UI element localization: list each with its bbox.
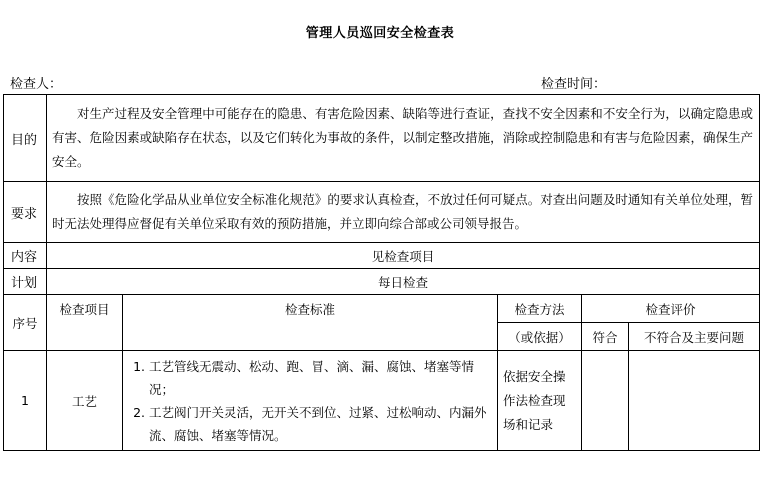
purpose-label: 目的	[4, 95, 47, 182]
col-header-item: 检查项目	[47, 295, 123, 351]
content-row	[4, 243, 760, 269]
plan-value: 每日检查	[47, 269, 760, 295]
col-header-conform: 符合	[582, 323, 629, 351]
row-item: 工艺	[47, 351, 123, 451]
requirement-row	[4, 182, 760, 243]
purpose-text: 对生产过程及安全管理中可能存在的隐患、有害危险因素、缺陷等进行查证，查找不安全因素和不安全行为，以确定隐患或有害、危险因素或缺陷存在状态，以及它们转化为事故的条件，以制定整改措施，消除或控制隐患和有害与危险因素，确保生产安全。	[47, 95, 760, 182]
col-header-method-basis: （或依据）	[498, 323, 582, 351]
content-value: 见检查项目	[47, 243, 760, 269]
plan-row	[4, 269, 760, 295]
plan-label: 计划	[4, 269, 47, 295]
standards-list	[123, 355, 497, 447]
col-header-standard: 检查标准	[123, 295, 498, 351]
requirement-text: 按照《危险化学品从业单位安全标准化规范》的要求认真检查，不放过任何可疑点。对查出问题及时通知有关单位处理，暂时无法处理得应督促有关单位采取有效的预防措施，并立即向综合部或公司领导报告。	[47, 182, 760, 243]
inspector-label: 检查人：	[10, 77, 63, 92]
row-nonconform-cell[interactable]	[629, 351, 760, 451]
inspection-table	[3, 94, 760, 451]
standard-item-2: 2. 工艺阀门开关灵活，无开关不到位、过紧、过松响动、内漏外流、腐蚀、堵塞等情况。	[149, 401, 491, 447]
row-conform-cell[interactable]	[582, 351, 629, 451]
col-header-method: 检查方法	[498, 295, 582, 323]
col-header-no: 序号	[4, 295, 47, 351]
requirement-label: 要求	[4, 182, 47, 243]
table-row	[4, 351, 760, 451]
row-no: 1	[4, 351, 47, 451]
document-title: 管理人员巡回安全检查表	[305, 26, 455, 41]
col-header-evaluation: 检查评价	[582, 295, 760, 323]
row-method: 依据安全操作法检查现场和记录	[498, 351, 582, 451]
purpose-row	[4, 95, 760, 182]
row-standards	[123, 351, 498, 451]
content-label: 内容	[4, 243, 47, 269]
col-header-nonconform: 不符合及主要问题	[629, 323, 760, 351]
inspection-time-label: 检查时间：	[541, 77, 607, 92]
standard-item-1: 1. 工艺管线无震动、松动、跑、冒、滴、漏、腐蚀、堵塞等情况；	[149, 355, 491, 401]
column-header-row	[4, 295, 760, 323]
